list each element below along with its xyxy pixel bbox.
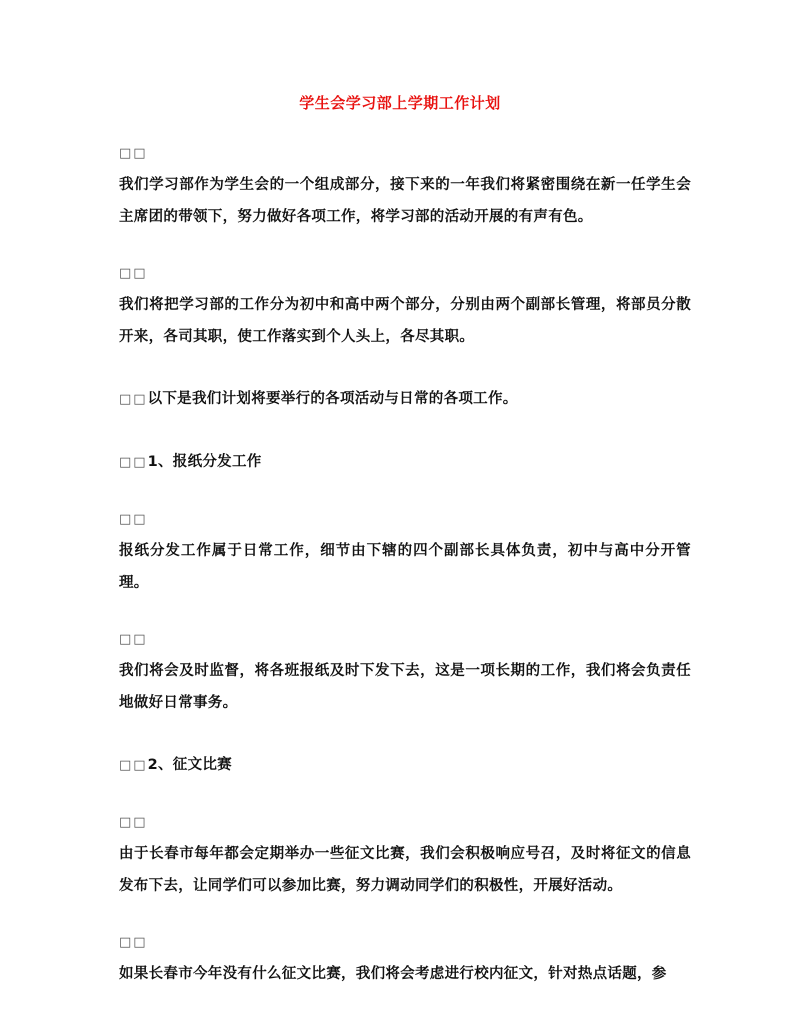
section-line-text: 2、征文比赛 — [147, 757, 232, 773]
section-line — [119, 749, 691, 782]
placeholder-marker: □□ — [119, 758, 148, 773]
placeholder-marker: □□ — [119, 512, 148, 527]
placeholder-marker: □□ — [119, 935, 148, 950]
section-line-text: 以下是我们计划将要举行的各项活动与日常的各项工作。 — [147, 391, 518, 407]
placeholder-marker: □□ — [119, 455, 148, 470]
body-paragraph: 如果长春市今年没有什么征文比赛，我们将会考虑进行校内征文，针对热点话题，参 — [119, 966, 667, 982]
placeholder-marker: □□ — [119, 815, 148, 830]
section-line — [119, 383, 691, 416]
section-line-text: 1、报纸分发工作 — [147, 454, 262, 470]
body-paragraph: 由于长春市每年都会定期举办一些征文比赛，我们会积极响应号召，及时将征文的信息发布下去，让同学们可以参加比赛，努力调动同学们的积极性，开展好活动。 — [119, 846, 691, 894]
document-title: 学生会学习部上学期工作计划 — [299, 94, 501, 112]
placeholder-marker: □□ — [119, 266, 148, 281]
body-paragraph: 我们学习部作为学生会的一个组成部分，接下来的一年我们将紧密围绕在新一任学生会主席团的带领下，努力做好各项工作，将学习部的活动开展的有声有色。 — [119, 177, 691, 225]
body-paragraph: 报纸分发工作属于日常工作，细节由下辖的四个副部长具体负责，初中与高中分开管理。 — [119, 543, 691, 591]
body-paragraph: 我们将把学习部的工作分为初中和高中两个部分，分别由两个副部长管理，将部员分散开来，各司其职，使工作落实到个人头上，各尽其职。 — [119, 297, 691, 345]
placeholder-marker: □□ — [119, 632, 148, 647]
placeholder-marker: □□ — [119, 392, 148, 407]
placeholder-marker: □□ — [119, 146, 148, 161]
document-body — [119, 143, 691, 1020]
body-paragraph: 我们将会及时监督，将各班报纸及时下发下去，这是一项长期的工作，我们将会负责任地做好日常事务。 — [119, 663, 691, 711]
section-line — [119, 446, 691, 479]
